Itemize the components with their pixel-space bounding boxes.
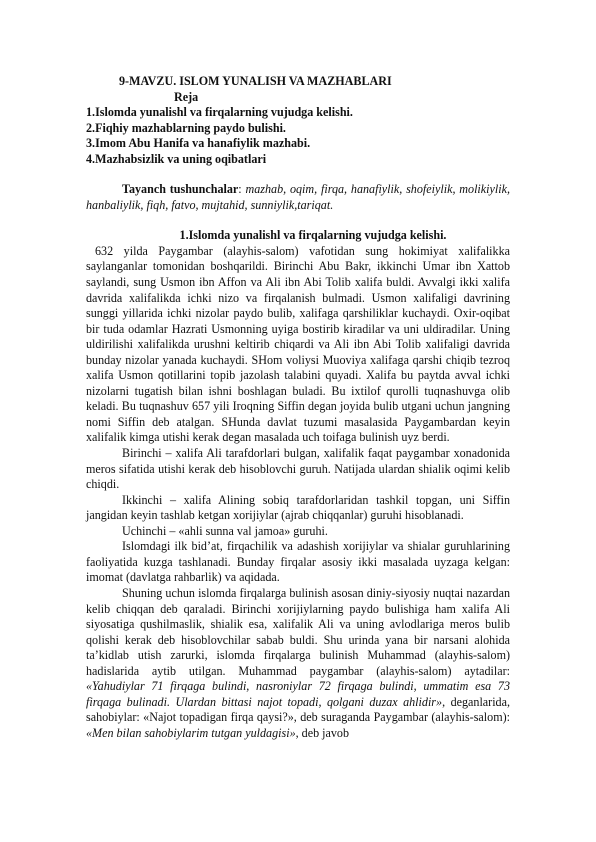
paragraph-second-group: Ikkinchi – xalifa Alining sobiq tarafdorlaridan tashkil topgan, uni Siffin jangidan keyin tashlab ketgan xorijiylar (ajrab chiqqanlar) guruhi hisoblanadi.	[86, 492, 510, 523]
key-concepts-label: Tayanch tushunchalar	[122, 182, 239, 197]
plan-item-1: 1.Islomda yunalishl va firqalarning vujudga kelishi.	[86, 105, 353, 120]
hadith-quote-answer: «Men bilan sahobiylarim tutgan yuldagisi»	[86, 725, 296, 740]
paragraph-first-group: Birinchi – xalifa Ali tarafdorlari bulgan, xalifalik faqat paygambar xonadonida meros sifatida utishi kerak deb hisoblovchi guruh. Natijada ulardan shialik oqimi kelib chiqdi.	[86, 446, 510, 492]
hadith-text-a: Shuning uchun islomda firqalarga bulinish asosan diniy-siyosiy nuqtai nazardan kelib chiqqan deb qaraladi. Birinchi xorijiylarning paydo bulishiga ham xalifa Ali siyosatiga qushilmaslik, shialik esa, xalifalik Ali va uning avlodlariga meros bulib qolishi kerak deb hisoblovchilar sabab buldi. Shu urinda yana bir narsani alohida ta’kidlab utish zarurki, islomda firqalarga bulinish Muhammad (alayhis-salom) hadislarida aytib utilgan. Muhammad paygambar (alayhis-salom) aytadilar:	[86, 585, 510, 678]
section-heading: 1.Islomda yunalishl va firqalarning vujudga kelishi.	[179, 228, 447, 243]
hadith-text-c: , deb javob	[295, 725, 350, 740]
hadith-text-b: , deganlarida, sahobiylar: «Najot topadigan firqa qaysi?», deb suraganda Paygambar (alayhis-salom):	[86, 694, 510, 725]
hadith-quote: «Yahudiylar 71 firqaga bulindi, nasroniylar 72 firqaga bulindi, ummatim esa 73 firqaga bulinadi. Ulardan bittasi najot topadi, qolgani duzax ahlidir»	[86, 679, 510, 709]
plan-item-4: 4.Mazhabsizlik va uning oqibatlari	[86, 151, 267, 166]
paragraph-hadith	[86, 586, 510, 741]
document-title: 9-MAVZU. ISLOM YUNALISH VA MAZHABLARI	[119, 74, 392, 88]
paragraph-history: 632 yilda Paygambar (alayhis-salom) vafotidan sung hokimiyat xalifalikka saylanganlar tomonidan boshqarildi. Birinchi Abu Bakr, ikkinchi Umar ibn Xattob saylandi, sung Usmon ibn Affon va Ali ibn Abi Tolib xalifa buldi. Avvalgi ikki xalifa davrida xalifalikda ichki nizo va firqalanish bulmadi. Usmon xalifaligi davrining sunggi yillarida ichki nizolar paydo bulib, xalifaga qarshiliklar kuchaydi. Oxir-oqibat bir tuda odamlar Hazrati Usmonning uyiga bostirib kiradilar va uni uldiradilar. Uning uldirilishi xalifalikda urushni keltirib chiqardi va Ali ibn Abi Tolib xalifaligi davrida bunday nizolar yanada kuchaydi. SHom voliysi Muoviya xalifaga qarshi chiqib tezroq xalifa Usmon qotillarini topib jazolash talabini quyadi. Xalifa bu paytda avval ichki nizolarni tugatish bilan ishni boshlagan buladi. Bu ixtilof qurolli tuqnashuvga olib keladi. Bu tuqnashuv 657 yili Iroqning Siffin degan joyida bulib utgani uchun jangning nomi Siffin deb atalgan. SHunda davlat tuzumi masalasida Paygambardan keyin xalifalik kimga utishi kerak degan masalada uch toifaga bulinish uyz berdi.	[86, 243, 510, 445]
paragraph-third-group: Uchinchi – «ahli sunna val jamoa» guruhi.	[122, 523, 328, 538]
paragraph-bidat: Islomdagi ilk bid’at, firqachilik va adashish xorijiylar va shialar guruhlarining faoliyatida kuzga tashlanadi. Bunday firqalar asosiy ikki masalada uyzaga kelgan: imomat (davlatga rahbarlik) va aqidada.	[86, 539, 510, 585]
plan-item-2: 2.Fiqhiy mazhablarning paydo bulishi.	[86, 120, 286, 135]
key-concepts	[86, 182, 510, 213]
plan-item-3: 3.Imom Abu Hanifa va hanafiylik mazhabi.	[86, 136, 311, 151]
key-concepts-colon: :	[238, 182, 246, 197]
key-concepts-terms: mazhab, oqim, firqa, hanafiylik, shofeiylik, molikiylik, hanbaliylik, fiqh, fatvo, mujtahid, sunniylik,tariqat.	[86, 182, 510, 212]
plan-heading: Reja	[174, 89, 199, 104]
